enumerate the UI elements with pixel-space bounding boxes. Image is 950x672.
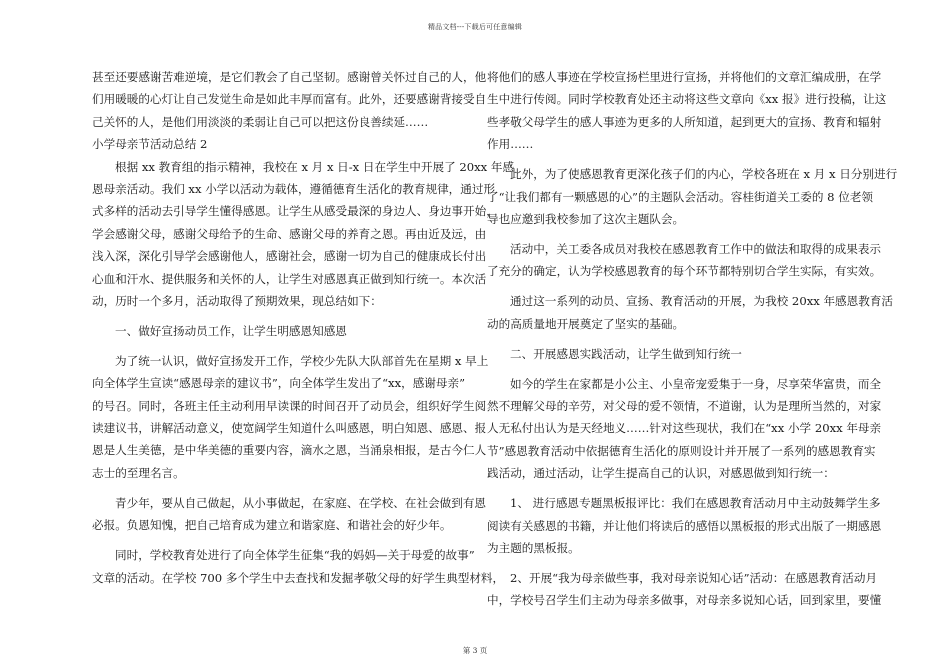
left-column-text-line: 学会感谢父母，感谢父母给予的生命、感谢父母的养育之恩。再由近及远，由 <box>92 226 487 241</box>
right-column-text-line: 动的高质量地开展奠定了坚实的基础。 <box>487 316 685 331</box>
page-number: 第 3 页 <box>462 646 488 655</box>
left-column-text-line: 青少年，要从自己做起，从小事做起，在家庭、在学校、在社会做到有恩 <box>115 495 487 510</box>
right-column-text-line: 阅读有关感恩的书籍，并让他们将读后的感悟以黑板报的形式出版了一期感恩 <box>487 518 882 533</box>
left-column-text-line: 动，历时一个多月，活动取得了预期效果，现总结如下： <box>92 293 382 308</box>
right-column-text-line: 些孝敬父母学生的感人事迹为更多的人所知道，起到更大的宣扬、教育和辐射 <box>487 114 882 129</box>
right-column-text-line: 活动中，关工委各成员对我校在感恩教育工作中的做法和取得的成果表示 <box>510 241 882 256</box>
left-column-text-line: 恩是人生美德，是中华美德的重要内容，滴水之恩，当涌泉相报，是古今仁人 <box>92 443 487 458</box>
left-column-text-line: 文章的活动。在学校 700 多个学生中去查找和发掘孝敬父母的好学生典型材料， <box>92 570 505 585</box>
right-column-text-line: 践活动，通过活动，让学生提高自己的认识，对感恩做到知行统一： <box>487 466 835 481</box>
left-column-text-line: 为了统一认识，做好宣扬发开工作，学校少先队大队部首先在星期 x 早上 <box>115 353 489 368</box>
right-column-text-line: 作用…… <box>487 137 534 152</box>
right-column-text-line: 人无私付出认为是天经地义……针对这些现状，我们在“xx 小学 20xx 年母亲 <box>487 421 882 436</box>
right-column-text-line: 通过这一系列的动员、宣扬、教育活动的开展，为我校 20xx 年感恩教育活 <box>510 294 894 309</box>
right-column-text-line: 生中进行传阅。同时学校教育处还主动将这些文章向《xx 报》进行投稿，让这 <box>487 92 887 107</box>
right-column-text-line: 二、开展感恩实践活动，让学生做到知行统一 <box>510 346 742 361</box>
left-column-text-line: 浅入深，深化引导学会感谢他人，感谢社会，感谢一切为自己的健康成长付出 <box>92 249 487 264</box>
left-column-text-line: 读建议书，讲解活动意义，使宽阔学生知道什么叫感恩，明白知恩、感恩、报 <box>92 421 487 436</box>
left-column-text-line: 的号召。同时，各班主任主动利用早读课的时间召开了动员会，组织好学生阅 <box>92 398 487 413</box>
right-column-text-line: 然不理解父母的辛劳，对父母的爱不领情，不道谢，认为是理所当然的，对家 <box>487 399 882 414</box>
right-column-text-line: 导也应邀到我校参加了这次主题队会。 <box>487 211 685 226</box>
left-column-text-line: 恩母亲活动。我们 xx 小学以活动为载体，遵循德育生活化的教育规律，通过形 <box>92 181 496 196</box>
right-column-text-line: 2、开展“我为母亲做些事，我对母亲说知心话”活动：在感恩教育活动月 <box>510 570 878 585</box>
left-column-text-line: 一、做好宣扬动员工作，让学生明感恩知感恩 <box>115 323 347 338</box>
left-column-text-line: 们用暖暖的心灯让自己发觉生命是如此丰厚而富有。此外，还要感谢背接受自 <box>92 92 487 107</box>
left-column-text-line: 同时，学校教育处进行了向全体学生征集“我的妈妈—关于母爱的故事” <box>115 548 475 563</box>
left-column-text-line: 甚至还要感谢苦难逆境，是它们教会了自己坚韧。感谢曾关怀过自己的人，他 <box>92 70 487 84</box>
left-column-text-line: 式多样的活动去引导学生懂得感恩。让学生从感受最深的身边人、身边事开始， <box>92 204 498 219</box>
left-column-text-line: 志士的至理名言。 <box>92 465 185 480</box>
right-column-text-line: 了充分的确定，认为学校感恩教育的每个环节都特别切合学生实际，有实效。 <box>487 264 882 279</box>
right-column-text-line: 将他们的感人事迹在学校宣扬栏里进行宣扬，并将他们的文章汇编成册，在学 <box>487 70 882 84</box>
left-column-text-line: 己关怀的人，是他们用淡淡的柔弱让自己可以把这份良善续延…… <box>92 114 429 129</box>
right-column-text-line: 了“让我们都有一颗感恩的心”的主题队会活动。容桂街道关工委的 8 位老领 <box>487 189 874 204</box>
left-column-text-line: 必报。负恩知愧，把自己培育成为建立和谐家庭、和谐社会的好少年。 <box>92 518 452 533</box>
right-text-column <box>487 66 898 612</box>
right-column-text-line: 节”感恩教育活动中依据德育生活化的原则设计并开展了一系列的感恩教育实 <box>487 443 876 458</box>
right-column-text-line: 如今的学生在家都是小公主、小皇帝宠爱集于一身，尽享荣华富贵，而全 <box>510 376 882 391</box>
right-column-text-line: 1、 进行感恩专题黑板报评比：我们在感恩教育活动月中主动鼓舞学生多 <box>510 496 881 511</box>
right-column-text-line: 为主题的黑板报。 <box>487 540 580 555</box>
page-header: 精品文档---下载后可任意编辑 <box>427 23 523 31</box>
right-column-text-line: 中，学校号召学生们主动为母亲多做事，对母亲多说知心话，回到家里，要懂 <box>487 593 882 608</box>
left-column-text-line: 向全体学生宣读“感恩母亲的建议书”，向全体学生发出了“xx，感谢母亲” <box>92 376 466 391</box>
left-column-text-line: 心血和汗水、提供服务和关怀的人，让学生对感恩真正做到知行统一。本次活 <box>92 271 487 286</box>
left-column-text-line: 小学母亲节活动总结 2 <box>92 137 208 152</box>
left-column-text-line: 根据 xx 教育组的指示精神，我校在 x 月 x 日-x 日在学生中开展了 20xx 年感 <box>115 159 515 174</box>
right-column-text-line: 此外，为了使感恩教育更深化孩子们的内心，学校各班在 x 月 x 日分别进行 <box>510 167 898 182</box>
